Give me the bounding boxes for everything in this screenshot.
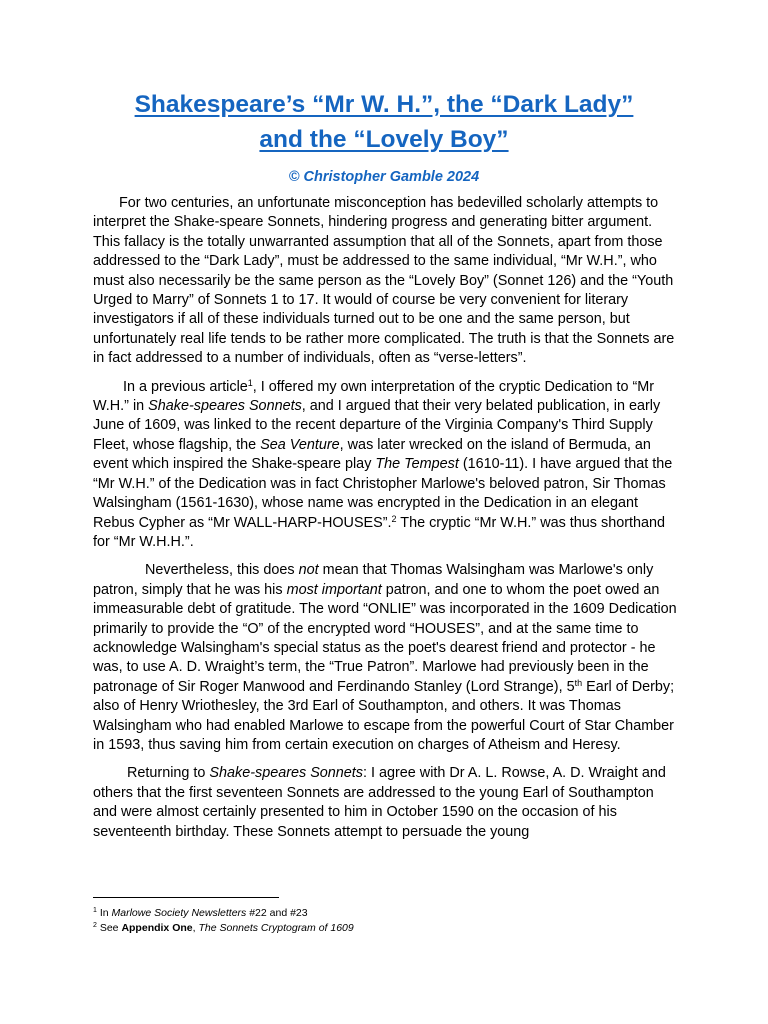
footnote-ref-2[interactable]: 2 bbox=[391, 513, 397, 524]
title-line-1: Shakespeare’s “Mr W. H.”, the “Dark Lady” bbox=[134, 91, 634, 118]
paragraph-3 bbox=[93, 561, 678, 755]
p2-text-4: , was later wrecked on the island of Bermuda, an event which inspired the Shake-speare play bbox=[93, 436, 651, 473]
p3-text-1: Nevertheless, this does bbox=[145, 562, 299, 579]
document-title bbox=[70, 87, 698, 157]
p2-italic-1: Shake-speares Sonnets bbox=[148, 398, 302, 415]
p4-text-2: : I agree with Dr A. L. Rowse, A. D. Wraight and others that the first seventeen Sonnets are addressed to the young Earl of Southampton and were almost certainly presented to him in October 1590 on the occasion of his seventeenth birthday. These Sonnets attempt to persuade the young bbox=[93, 765, 666, 840]
p3-italic-2: most important bbox=[286, 581, 382, 598]
p4-italic-1: Shake-speares Sonnets bbox=[209, 765, 364, 782]
footnote-2 bbox=[93, 921, 678, 936]
footnote-1-number: 1 bbox=[93, 907, 97, 914]
p2-text-2: , I offered my own interpretation of the cryptic Dedication to “Mr W.H.” in bbox=[93, 378, 655, 415]
footnote-1 bbox=[93, 906, 678, 921]
title-line-2: and the “Lovely Boy” bbox=[259, 126, 509, 153]
paragraph-1 bbox=[93, 194, 678, 369]
p4-text-1: Returning to bbox=[127, 765, 210, 782]
p2-text-6: The cryptic “Mr W.H.” was thus shorthand for “Mr W.H.H.”. bbox=[93, 514, 666, 550]
p3-text-3: patron, and one to whom the poet owed an immeasurable debt of gratitude. The word “ONLIE” was incorporated in the 1609 Dedication primarily to provide the “O” of the encrypted word “HOUSES”, and at the same time to acknowledge Walsingham's special status as the poet's dearest friend and protector - he was, to use A. D. Wraight’s term, the “True Patron”. Marlowe had previously been in the patronage of Sir Roger Manwood and Ferdinando Stanley (Lord Strange), 5 bbox=[93, 581, 677, 695]
p3-text-4: Earl of Derby; also of Henry Wriothesley, the 3rd Earl of Southampton, and others. It was Thomas Walsingham who had enabled Marlowe to escape from the powerful Court of Star Chamber in 1593, thus saving him from certain execution on charges of Atheism and Heresy. bbox=[93, 678, 675, 753]
footnote-1-text-1: In bbox=[96, 907, 112, 919]
p2-text-1: In a previous article bbox=[123, 378, 248, 395]
footnote-ref-1[interactable]: 1 bbox=[247, 377, 253, 388]
body-text bbox=[93, 194, 678, 851]
p2-italic-3: The Tempest bbox=[375, 456, 459, 473]
footnote-2-text-1: See bbox=[96, 922, 122, 934]
paragraph-2 bbox=[93, 378, 678, 553]
p2-text-5: (1610-11). I have argued that the “Mr W.H.” of the Dedication was in fact Christopher Marlowe's beloved patron, Sir Thomas Walsingham (1561-1630), whose name was encrypted in the Dedication in an elegant Rebus Cypher as “Mr WALL-HARP-HOUSES”. bbox=[93, 456, 673, 531]
footnote-1-italic: Marlowe Society Newsletters bbox=[111, 907, 247, 919]
footnote-divider bbox=[93, 897, 279, 898]
footnote-2-bold: Appendix One bbox=[121, 922, 193, 934]
footnote-2-text-2: , bbox=[192, 922, 199, 934]
p3-text-2: mean that Thomas Walsingham was Marlowe's only patron, simply that he was his bbox=[93, 562, 654, 598]
p3-italic-1: not bbox=[298, 562, 319, 579]
p2-italic-2: Sea Venture bbox=[260, 436, 340, 453]
paragraph-4 bbox=[93, 764, 678, 842]
footnote-1-text-2: #22 and #23 bbox=[246, 907, 308, 919]
author-copyright: © Christopher Gamble 2024 bbox=[288, 169, 480, 185]
p3-superscript: th bbox=[574, 677, 583, 688]
footnote-2-number: 2 bbox=[93, 922, 97, 929]
p1-text: For two centuries, an unfortunate misconception has bedevilled scholarly attempts to interpret the Shake-speare Sonnets, hindering progress and generating bitter argument. This fallacy is the totally unwarranted assumption that all of the Sonnets, apart from those addressed to the “Dark Lady”, must be addressed to the same individual, “Mr W.H.”, who must also necessarily be the same person as the “Lovely Boy” (Sonnet 126) and the “Youth Urged to Marry” of Sonnets 1 to 17. It would of course be very convenient for literary investigators if all of these individuals turned out to be one and the same person, but unfortunately real life tends to be rather more complicated. The truth is that the Sonnets are in fact addressed to a number of individuals, often as “verse-letters”. bbox=[93, 195, 675, 367]
p2-text-3: , and I argued that their very belated publication, in early June of 1609, was linked to the recent departure of the Virginia Company's Third Supply Fleet, whose flagship, the bbox=[93, 398, 661, 453]
footnote-2-italic: The Sonnets Cryptogram of 1609 bbox=[198, 922, 354, 934]
footnotes bbox=[93, 906, 678, 936]
